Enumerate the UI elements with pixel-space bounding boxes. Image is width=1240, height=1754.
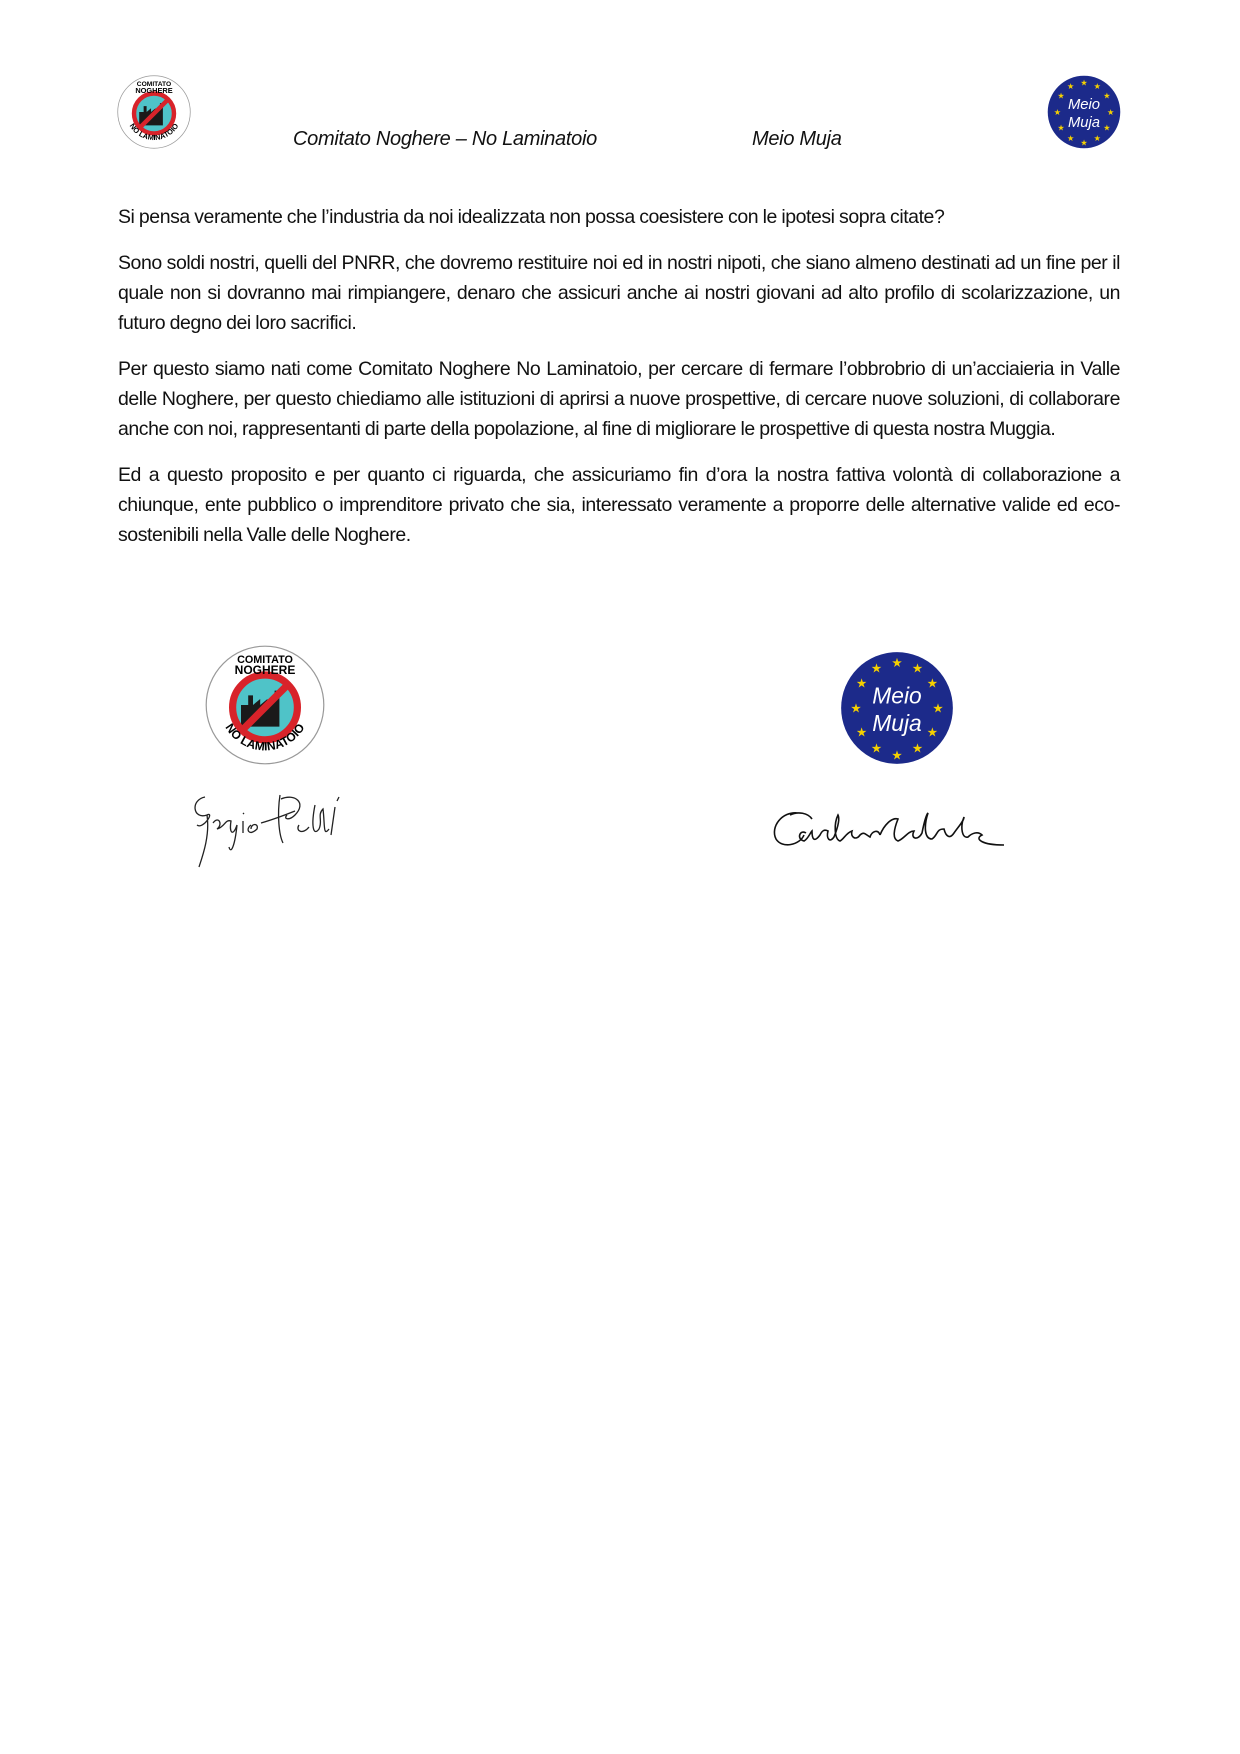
paragraph: Si pensa veramente che l’industria da noi idealizzata non possa coesistere con le ipotesi sopra citate? bbox=[118, 206, 945, 228]
letter-body bbox=[118, 202, 1120, 566]
handwritten-signature-left bbox=[185, 785, 355, 870]
header-title-meio-muja: Meio Muja bbox=[752, 128, 842, 150]
paragraph: Ed a questo proposito e per quanto ci riguarda, che assicuriamo fin d’ora la nostra fattiva volontà di collaborazione a chiunque, ente pubblico o imprenditore privato che sia, interessato veramente a proporre delle alternative valide ed eco-sostenibili nella Valle delle Noghere. bbox=[118, 464, 1120, 546]
paragraph: Sono soldi nostri, quelli del PNRR, che dovremo restituire noi ed in nostri nipoti, che siano almeno destinati ad un fine per il quale non si dovranno mai rimpiangere, denaro che assicuri anche ai nostri giovani ad alto profilo di scolarizzazione, un futuro degno dei loro sacrifici. bbox=[118, 252, 1120, 334]
paragraph: Per questo siamo nati come Comitato Noghere No Laminatoio, per cercare di fermare l’obbrobrio di un’acciaieria in Valle delle Noghere, per questo chiediamo alle istituzioni di aprirsi a nuove prospettive, di cercare nuove soluzioni, di collaborare anche con noi, rappresentanti di parte della popolazione, al fine di migliorare le prospettive di questa nostra Muggia. bbox=[118, 358, 1120, 440]
handwritten-signature-right bbox=[768, 805, 1008, 860]
header-logo-comitato bbox=[117, 75, 191, 149]
signature-logo-meio-muja bbox=[840, 651, 954, 765]
header-logo-meio-muja bbox=[1047, 75, 1121, 149]
signature-logo-comitato bbox=[205, 645, 325, 765]
header-title-comitato: Comitato Noghere – No Laminatoio bbox=[293, 128, 597, 150]
